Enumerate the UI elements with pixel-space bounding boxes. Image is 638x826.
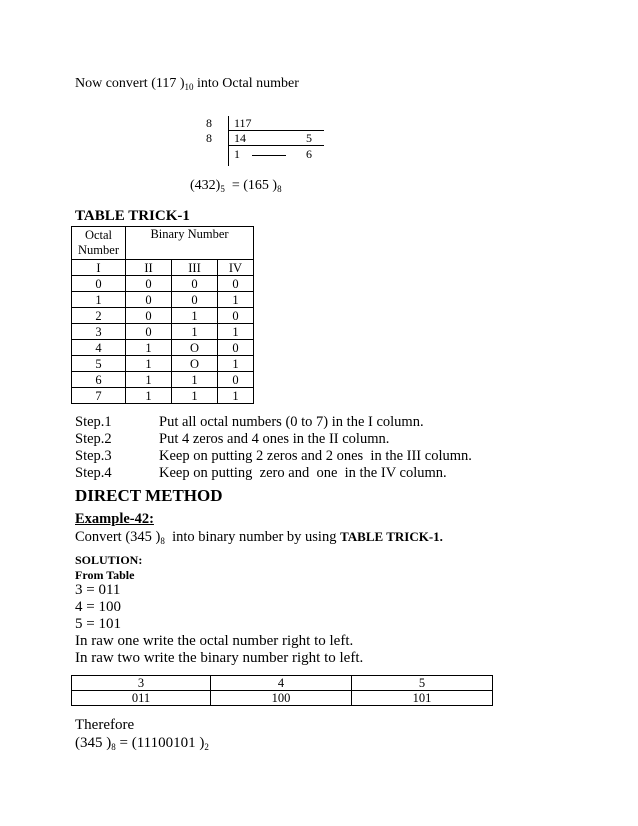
arrow-dash (252, 155, 286, 156)
quotient-1: 1 (234, 147, 240, 161)
cell: 1 (218, 388, 254, 404)
raw-line-1: In raw one write the octal number right to left. (75, 633, 354, 649)
divisor-2: 8 (206, 131, 212, 145)
cell: 1 (72, 292, 126, 308)
cell: 1 (126, 356, 172, 372)
final-equation (75, 735, 209, 752)
cell: 1 (126, 372, 172, 388)
mapping-5: 5 = 101 (75, 616, 121, 632)
equation-432 (190, 178, 282, 194)
heading-table-trick: TABLE TRICK-1 (75, 208, 190, 224)
cell: 4 (72, 340, 126, 356)
roman-IV: IV (218, 260, 254, 276)
cell: 1 (126, 388, 172, 404)
step-text: Keep on putting 2 zeros and 2 ones in the III column. (159, 448, 472, 464)
cell: 0 (172, 292, 218, 308)
equation-part-1: (432) (190, 178, 221, 193)
example-part-2: into binary number by using (164, 529, 341, 545)
step-row (75, 431, 472, 448)
cell: O (172, 340, 218, 356)
example-sub: 8 (160, 536, 165, 546)
step-label: Step.2 (75, 431, 112, 447)
header-octal-number: Octal Number (72, 227, 126, 260)
cell: 100 (211, 691, 352, 706)
table-row (72, 308, 254, 324)
cell: 7 (72, 388, 126, 404)
cell: 4 (211, 676, 352, 691)
cell: 0 (218, 276, 254, 292)
cell: 0 (218, 372, 254, 388)
intro-line (75, 76, 299, 92)
table-row (72, 691, 493, 706)
remainder-6: 6 (306, 147, 312, 161)
final-sub-1: 8 (111, 742, 116, 752)
header-binary-number: Binary Number (126, 227, 254, 260)
from-table-label: From Table (75, 568, 135, 582)
equation-part-2: = (165 ) (224, 178, 278, 193)
cell: 0 (218, 308, 254, 324)
trick-table (71, 226, 254, 404)
cell: 1 (172, 372, 218, 388)
mapping-4: 4 = 100 (75, 599, 121, 615)
step-label: Step.3 (75, 448, 112, 464)
final-part-1: (345 ) (75, 735, 112, 751)
cell: 2 (72, 308, 126, 324)
example-part-1: Convert (345 ) (75, 529, 161, 545)
step-text: Put all octal numbers (0 to 7) in the I column. (159, 414, 424, 430)
step-text: Put 4 zeros and 4 ones in the II column. (159, 431, 390, 447)
cell: 5 (72, 356, 126, 372)
cell: 0 (126, 292, 172, 308)
roman-I: I (72, 260, 126, 276)
cell: 5 (352, 676, 493, 691)
cell: 6 (72, 372, 126, 388)
cell: 0 (172, 276, 218, 292)
steps-list (75, 414, 472, 482)
cell: 1 (172, 388, 218, 404)
table-row (72, 292, 254, 308)
final-part-2: = (11100101 ) (115, 735, 205, 751)
step-label: Step.4 (75, 465, 112, 481)
final-sub-2: 2 (204, 742, 209, 752)
cell: 1 (172, 324, 218, 340)
cell: 011 (72, 691, 211, 706)
divisor-1: 8 (206, 116, 212, 130)
intro-subscript: 10 (184, 82, 194, 92)
raw-line-2: In raw two write the binary number right to left. (75, 650, 364, 666)
step-row (75, 448, 472, 465)
cell: 0 (126, 308, 172, 324)
heading-direct-method: DIRECT METHOD (75, 486, 223, 505)
cell: 0 (72, 276, 126, 292)
cell: 101 (352, 691, 493, 706)
table-row (72, 676, 493, 691)
cell: 1 (218, 324, 254, 340)
dividend-117: 117 (234, 116, 252, 130)
table-row (72, 372, 254, 388)
roman-III: III (172, 260, 218, 276)
division-block (196, 114, 326, 164)
cell: O (172, 356, 218, 372)
therefore-label: Therefore (75, 717, 135, 733)
table-row (72, 340, 254, 356)
roman-II: II (126, 260, 172, 276)
table-row (72, 356, 254, 372)
step-text: Keep on putting zero and one in the IV column. (159, 465, 447, 481)
example-title: Example-42: (75, 511, 154, 527)
intro-tail: into Octal number (193, 76, 299, 91)
table-row (72, 324, 254, 340)
equation-sub-2: 8 (277, 184, 282, 194)
cell: 3 (72, 324, 126, 340)
table-row (72, 388, 254, 404)
example-bold: TABLE TRICK-1. (340, 529, 443, 544)
step-label: Step.1 (75, 414, 112, 430)
cell: 1 (218, 356, 254, 372)
cell: 0 (126, 324, 172, 340)
result-table (71, 675, 493, 706)
cell: 3 (72, 676, 211, 691)
intro-text: Now convert (117 ) (75, 76, 185, 91)
quotient-14: 14 (234, 131, 246, 145)
cell: 1 (172, 308, 218, 324)
equation-sub-1: 5 (220, 184, 225, 194)
solution-label: SOLUTION: (75, 553, 143, 567)
mapping-3: 3 = 011 (75, 582, 121, 598)
cell: 1 (126, 340, 172, 356)
division-line-2 (228, 145, 324, 146)
table-row (72, 276, 254, 292)
division-vertical-line (228, 116, 229, 166)
cell: 0 (218, 340, 254, 356)
cell: 1 (218, 292, 254, 308)
step-row (75, 465, 472, 482)
example-line (75, 529, 443, 546)
remainder-5: 5 (306, 131, 312, 145)
step-row (75, 414, 472, 431)
cell: 0 (126, 276, 172, 292)
